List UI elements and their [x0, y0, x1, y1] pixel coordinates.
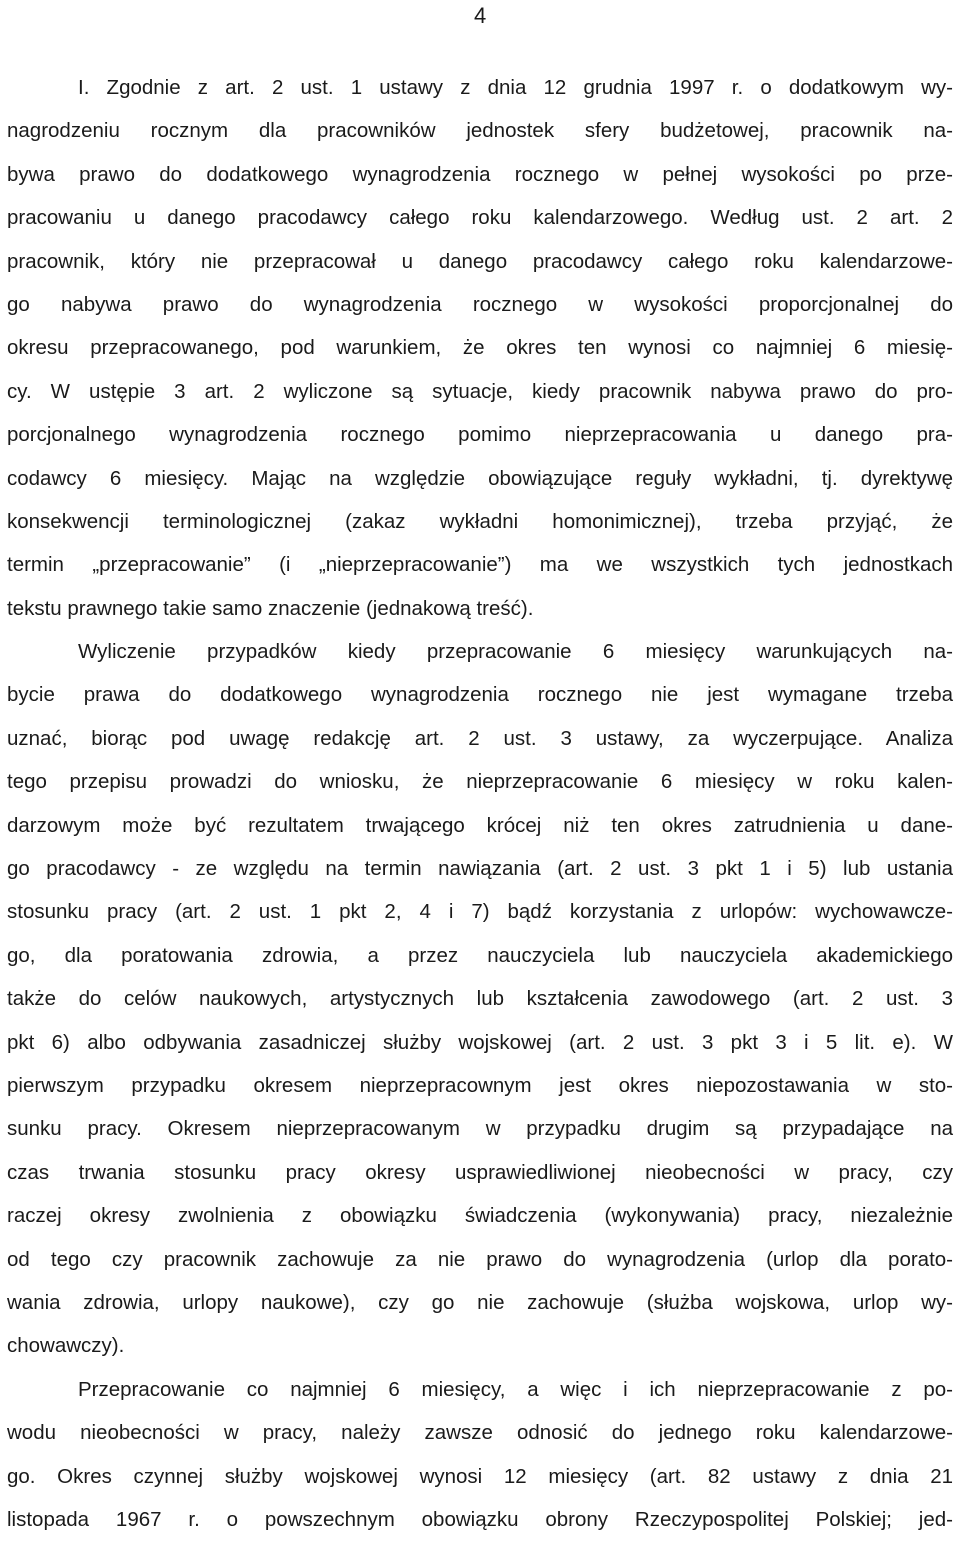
text-line: od tego czy pracownik zachowuje za nie prawo do wynagrodzenia (urlop dla porato- — [7, 1247, 953, 1271]
paragraph-first-line: Wyliczenie przypadków kiedy przepracowanie 6 miesięcy warunkujących na- — [78, 640, 953, 664]
text-line: wania zdrowia, urlopy naukowe), czy go nie zachowuje (służba wojskowa, urlop wy- — [7, 1290, 953, 1314]
text-line: raczej okresy zwolnienia z obowiązku świadczenia (wykonywania) pracy, niezależnie — [7, 1204, 953, 1228]
text-line: pierwszym przypadku okresem nieprzepracownym jest okres niepozostawania w sto- — [7, 1073, 953, 1097]
text-line: tekstu prawnego takie samo znaczenie (jednakową treść). — [7, 596, 534, 620]
text-line: go pracodawcy - ze względu na termin nawiązania (art. 2 ust. 3 pkt 1 i 5) lub ustania — [7, 857, 953, 881]
text-line: nagrodzeniu rocznym dla pracowników jednostek sfery budżetowej, pracownik na- — [7, 119, 953, 143]
text-line: go, dla poratowania zdrowia, a przez nauczyciela lub nauczyciela akademickiego — [7, 943, 953, 967]
text-line: sunku pracy. Okresem nieprzepracowanym w przypadku drugim są przypadające na — [7, 1117, 953, 1141]
text-line: listopada 1967 r. o powszechnym obowiązku obrony Rzeczypospolitej Polskiej; jed- — [7, 1507, 953, 1531]
text-line: bycie prawa do dodatkowego wynagrodzenia rocznego nie jest wymagane trzeba — [7, 683, 953, 707]
document-body — [7, 66, 953, 1541]
text-line: termin „przepracowanie” (i „nieprzepracowanie”) ma we wszystkich tych jednostkach — [7, 553, 953, 577]
text-line: bywa prawo do dodatkowego wynagrodzenia rocznego w pełnej wysokości po prze- — [7, 162, 953, 186]
text-line: pkt 6) albo odbywania zasadniczej służby wojskowej (art. 2 ust. 3 pkt 3 i 5 lit. e). W — [7, 1030, 953, 1054]
text-line: czas trwania stosunku pracy okresy usprawiedliwionej nieobecności w pracy, czy — [7, 1160, 953, 1184]
text-line: tego przepisu prowadzi do wniosku, że nieprzepracowanie 6 miesięcy w roku kalen- — [7, 770, 953, 794]
text-line: pracownik, który nie przepracował u danego pracodawcy całego roku kalendarzowe- — [7, 249, 953, 273]
text-line: okresu przepracowanego, pod warunkiem, że okres ten wynosi co najmniej 6 miesię- — [7, 336, 953, 360]
text-line: konsekwencji terminologicznej (zakaz wykładni homonimicznej), trzeba przyjąć, że — [7, 509, 953, 533]
text-line: go. Okres czynnej służby wojskowej wynosi 12 miesięcy (art. 82 ustawy z dnia 21 — [7, 1464, 953, 1488]
text-line: codawcy 6 miesięcy. Mając na względzie obowiązujące reguły wykładni, tj. dyrektywę — [7, 466, 953, 490]
text-line: pracowaniu u danego pracodawcy całego roku kalendarzowego. Według ust. 2 art. 2 — [7, 206, 953, 230]
paragraph-first-line: Przepracowanie co najmniej 6 miesięcy, a więc i ich nieprzepracowanie z po- — [78, 1377, 953, 1401]
text-line: chowawczy). — [7, 1334, 125, 1358]
text-line: go nabywa prawo do wynagrodzenia rocznego w wysokości proporcjonalnej do — [7, 292, 953, 316]
text-line: cy. W ustępie 3 art. 2 wyliczone są sytuacje, kiedy pracownik nabywa prawo do pro- — [7, 379, 953, 403]
paragraph-first-line: I. Zgodnie z art. 2 ust. 1 ustawy z dnia 12 grudnia 1997 r. o dodatkowym wy- — [78, 76, 953, 99]
text-line: porcjonalnego wynagrodzenia rocznego pomimo nieprzepracowania u danego pra- — [7, 423, 953, 447]
text-line: wodu nieobecności w pracy, należy zawsze odnosić do jednego roku kalendarzowe- — [7, 1421, 953, 1445]
text-line: także do celów naukowych, artystycznych lub kształcenia zawodowego (art. 2 ust. 3 — [7, 987, 953, 1011]
text-line: uznać, biorąc pod uwagę redakcję art. 2 ust. 3 ustawy, za wyczerpujące. Analiza — [7, 726, 953, 750]
page-number: 4 — [474, 3, 487, 28]
text-line: stosunku pracy (art. 2 ust. 1 pkt 2, 4 i 7) bądź korzystania z urlopów: wychowawcze- — [7, 900, 953, 924]
text-line: darzowym może być rezultatem trwającego krócej niż ten okres zatrudnienia u dane- — [7, 813, 953, 837]
